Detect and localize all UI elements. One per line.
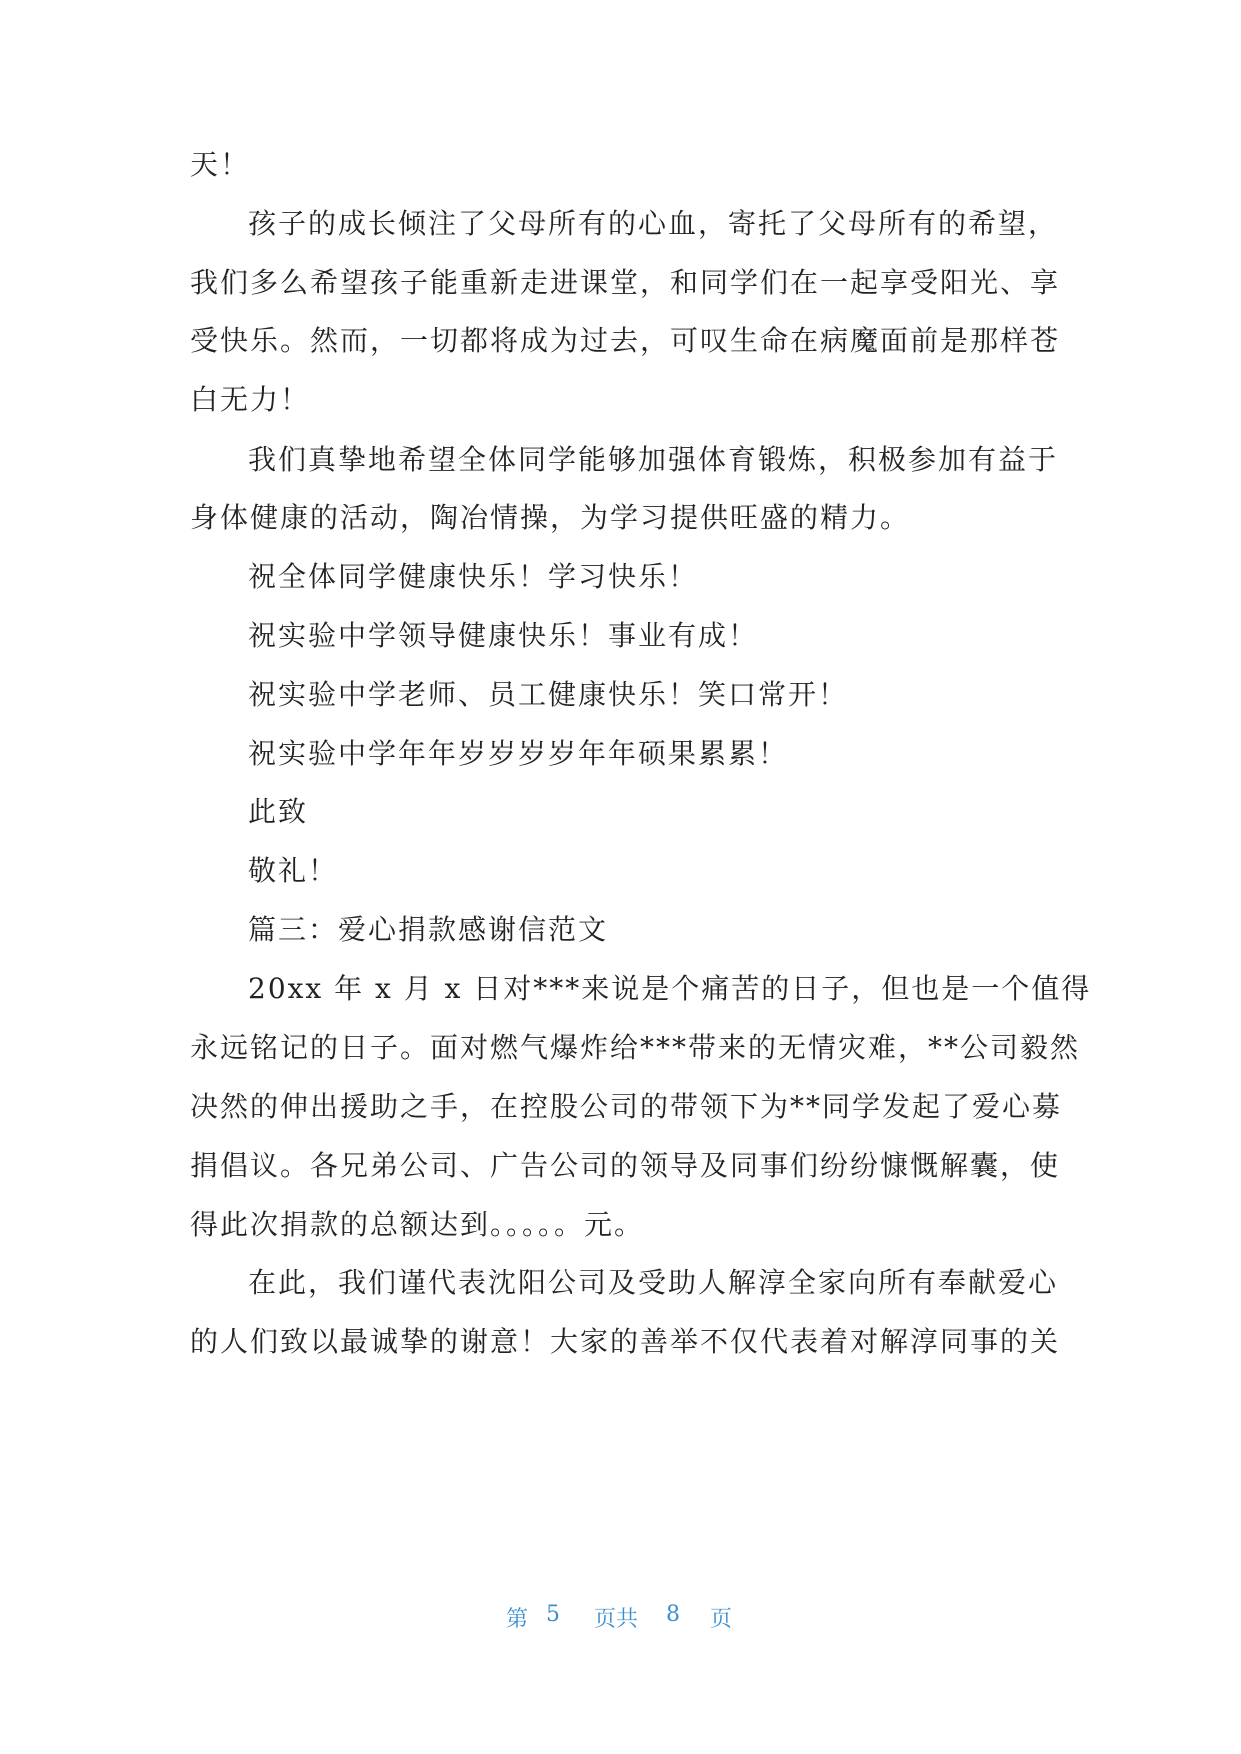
text-line-content: 祝实验中学年年岁岁岁岁年年硕果累累！ [248, 737, 789, 770]
text-line-content: 天！ [190, 148, 251, 181]
text-line-content: 祝全体同学健康快乐！学习快乐！ [248, 560, 699, 593]
text-line-content: 捐倡议。各兄弟公司、广告公司的领导及同事们纷纷慷慨解囊，使 [190, 1149, 1061, 1182]
text-line-content: 受快乐。然而，一切都将成为过去，可叹生命在病魔面前是那样苍 [190, 324, 1061, 357]
text-line-content: 我们多么希望孩子能重新走进课堂，和同学们在一起享受阳光、享 [190, 266, 1061, 299]
section-heading-text: 篇三：爱心捐款感谢信范文 [248, 913, 609, 946]
text-line-content: 孩子的成长倾注了父母所有的心血，寄托了父母所有的希望， [248, 207, 1059, 240]
text-line-content: 永远铭记的日子。面对燃气爆炸给***带来的无情灾难，**公司毅然 [190, 1031, 1081, 1064]
text-line-content: 此致 [248, 795, 309, 828]
footer-suffix: 页 [710, 1607, 733, 1632]
text-line-content: 身体健康的活动，陶冶情操，为学习提供旺盛的精力。 [190, 501, 911, 534]
text-line-content: 得此次捐款的总额达到。。。。。元。 [190, 1208, 645, 1241]
text-line-content: 白无力！ [190, 383, 311, 416]
footer-current-page: 5 [546, 1602, 560, 1627]
text-line-content: 20xx 年 x 月 x 日对***来说是个痛苦的日子，但也是一个值得 [248, 972, 1092, 1005]
footer-prefix: 第 [506, 1607, 529, 1632]
page-footer [0, 1602, 1241, 1632]
text-line-content: 的人们致以最诚挚的谢意！大家的善举不仅代表着对解淳同事的关 [190, 1325, 1061, 1358]
text-line-content: 祝实验中学领导健康快乐！事业有成！ [248, 619, 759, 652]
text-line-content: 我们真挚地希望全体同学能够加强体育锻炼，积极参加有益于 [248, 443, 1059, 476]
text-line-content: 决然的伸出援助之手，在控股公司的带领下为**同学发起了爱心募 [190, 1090, 1063, 1123]
text-line-content: 在此，我们谨代表沈阳公司及受助人解淳全家向所有奉献爱心 [248, 1266, 1059, 1299]
footer-total-pages: 8 [666, 1602, 680, 1627]
footer-middle: 页共 [594, 1607, 639, 1632]
text-line-content: 敬礼！ [248, 854, 339, 887]
text-line-content: 祝实验中学老师、员工健康快乐！笑口常开！ [248, 678, 849, 711]
